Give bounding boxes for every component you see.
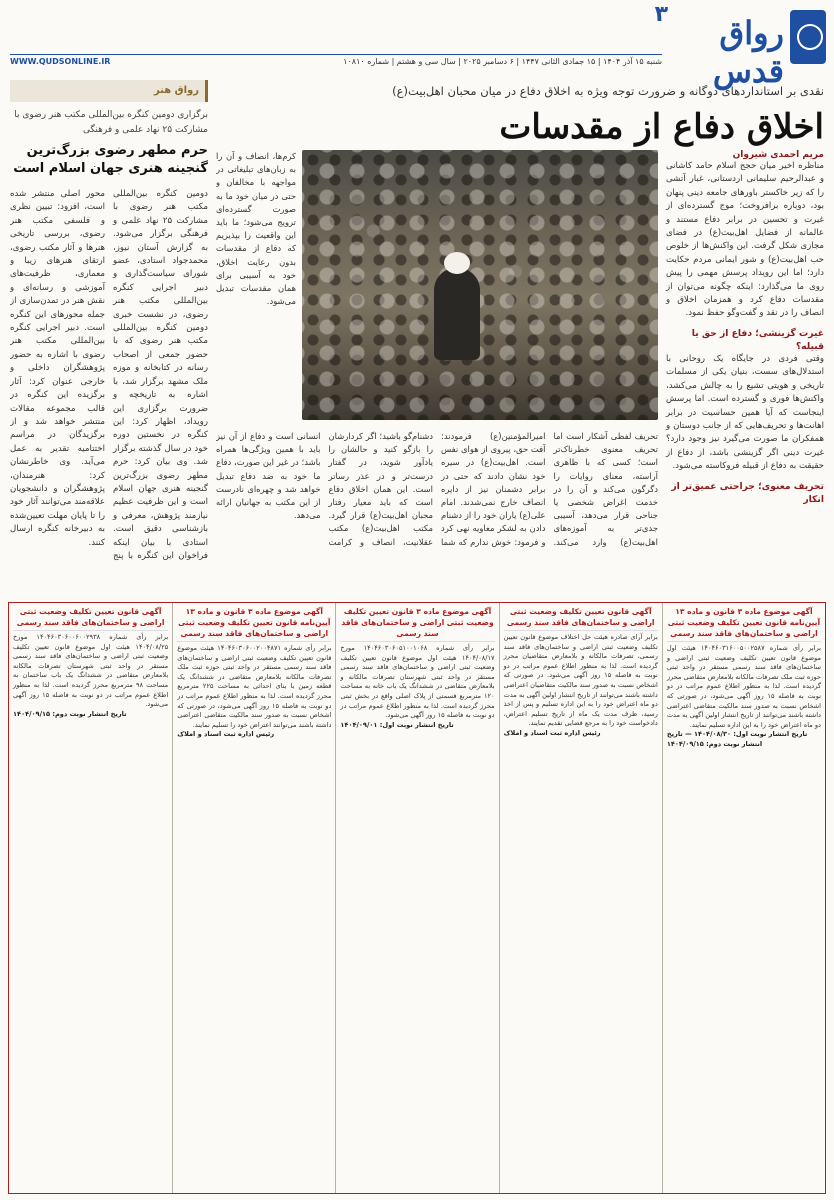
subhead-1: غیرت گزینشی؛ دفاع از حق یا قبیله؟ — [691, 327, 824, 352]
masthead — [0, 0, 834, 90]
notice-column — [9, 603, 172, 1193]
notice-body: برابر رأی شماره ۱۴۰۴۶۰۳۰۶۰۵۱۰۰۱۰۶۸ مورخ ۱۴۰۴/۰۸/۱۷ هیئت اول موضوع قانون تعیین تکلیف وضعیت ثبتی اراضی و ساختمان‌های فاقد سند رسمی مستقر در واحد ثبتی شهرستان تصرفات مالکانه و بلامعارض متقاضی در ششدانگ یک باب خانه به مساحت ۱۲۰ مترمربع قسمتی از پلاک اصلی واقع در بخش ثبتی محرز گردیده است. لذا به منظور اطلاع عموم مراتب در دو نوبت به فاصله ۱۵ روز آگهی می‌شود. — [340, 644, 495, 720]
byline: مریم احمدی شیروان — [732, 150, 824, 160]
notice-column — [172, 603, 335, 1193]
website-link[interactable]: WWW.QUDSONLINE.IR — [10, 57, 111, 66]
feature-body: تحریف لفظی آشکار است اما تحریف معنوی خطرناک‌تر است؛ کسی که با ظاهری آراسته، معنای روایات را دگرگون می‌کند و آن را در خدمت اغراض شخصی یا جناحی قرار می‌دهد، آسیبی جدی‌تر به آموزه‌های اهل‌بیت(ع) وارد می‌کند. امیرالمؤمنین(ع) فرمودند: آفت حق، پیروی از هوای نفس است. اهل‌بیت(ع) در سیره خود نشان دادند که حتی در برابر دشمنان نیز از دایره انصاف خارج نمی‌شدند. امام علی(ع) یاران خود را از دشنام دادن به لشکر معاویه نهی کرد و فرمود: خوش ندارم که شما دشنام‌گو باشید؛ اگر کردارشان را بازگو کنید و حالشان را یادآور شوید، در گفتار درست‌تر و در عذر رساتر است. این همان اخلاق دفاع است که باید معیار رفتار محبان اهل‌بیت(ع) قرار گیرد. مکتب اهل‌بیت(ع) مکتب عقلانیت، انصاف و کرامت انسانی است و دفاع از آن نیز باید با همین ویژگی‌ها همراه باشد؛ در غیر این صورت، دفاع ما خود به ضد دفاع تبدیل خواهد شد و چهره‌ای نادرست از این مکتب به جهانیان ارائه می‌دهد. — [216, 431, 658, 547]
feature-left-column: کرم‌ها، انصاف و آن را به زبان‌های تبلیغاتی در مواجهه با مخالفان و حتی در میان خود ما به صورت گسترده‌ای ترویج می‌شود؛ ما باید این واقعیت را بپذیریم که دفاع از مقدسات بدون رعایت اخلاق، خود به آسیبی برای همان مقدسات تبدیل می‌شود. — [216, 151, 296, 307]
feature-kicker: نقدی بر استانداردهای دوگانه و ضرورت توجه ویژه به اخلاق دفاع در میان محبان اهل‌بیت(ع) — [392, 84, 824, 98]
legal-notices — [8, 602, 826, 1194]
section-label: رواق هنر — [10, 80, 208, 102]
notice-sign: تاریخ انتشار نوبت اول: ۱۴۰۴/۰۹/۰۱ — [340, 720, 454, 729]
notice — [340, 606, 494, 730]
photo-crowd-highlight — [302, 150, 658, 420]
sidebar-article — [10, 80, 208, 592]
sidebar-kicker: برگزاری دومین کنگره بین‌المللی مکتب هنر رضوی با مشارکت ۲۵ نهاد علمی و فرهنگی — [14, 110, 208, 135]
notice-column — [335, 603, 498, 1193]
notice — [504, 606, 658, 739]
notice-title: آگهی قانون تعیین تکلیف وضعیت ثبتی اراضی و ساختمان‌های فاقد سند رسمی — [13, 606, 168, 631]
notice-sign: تاریخ انتشار نوبت دوم: ۱۴۰۴/۰۹/۱۵ — [13, 709, 127, 718]
notice-sign: تاریخ انتشار نوبت اول: ۱۴۰۴/۰۸/۳۰ — تاریخ انتشار نوبت دوم: ۱۴۰۴/۰۹/۱۵ — [666, 730, 808, 748]
notice-body: برابر رأی شماره ۱۴۰۴۶۰۳۱۶۰۰۵۰۰۲۵۸۷ هیئت اول موضوع قانون تعیین تکلیف وضعیت ثبتی اراضی و ساختمان‌های فاقد سند رسمی مستقر در واحد ثبتی حوزه ثبت ملک تصرفات مالکانه بلامعارض متقاضی محرز گردیده است. لذا به منظور اطلاع عموم مراتب در دو نوبت به فاصله ۱۵ روز آگهی می‌شود، در صورتی که اشخاص نسبت به صدور سند مالکیت متقاضی اعتراضی داشته باشند می‌توانند از تاریخ انتشار اولین آگهی به مدت دو ماه اعتراض خود را به این اداره تسلیم نمایند. — [666, 644, 821, 729]
logo-text: رواق قدس — [712, 14, 784, 90]
feature-headline: اخلاق دفاع از مقدسات — [499, 107, 824, 147]
notice — [667, 606, 821, 750]
page-number: ۳ — [654, 2, 668, 27]
feature-photo — [302, 150, 658, 420]
notice-title: آگهی موضوع ماده ۳ قانون و ماده ۱۳ آیین‌نامه قانون تعیین تکلیف وضعیت ثبتی اراضی و ساختمان‌های فاقد سند رسمی — [667, 606, 821, 642]
sidebar-title: حرم مطهر رضوی بزرگ‌ترین گنجینه هنری جهان اسلام است — [13, 143, 208, 176]
notice-body: برابر رأی شماره ۱۴۰۴۶۰۳۰۶۰۰۲۰۰۴۸۷۱ هیئت موضوع قانون تعیین تکلیف وضعیت ثبتی اراضی و ساختمان‌های فاقد سند رسمی مستقر در واحد ثبتی حوزه ثبت ملک تصرفات مالکانه بلامعارض متقاضی در ششدانگ یک قطعه زمین با بنای احداثی به مساحت ۲۲۵ مترمربع محرز گردیده است. لذا به منظور اطلاع عموم مراتب در دو نوبت به فاصله ۱۵ روز آگهی می‌شود، در صورتی که اشخاص نسبت به صدور سند مالکیت متقاضی اعتراضی داشته باشند می‌توانند اعتراض خود را تسلیم نمایند. — [177, 644, 332, 729]
lead-text-2: وقتی فردی در جایگاه یک روحانی با استدلال‌های سست، بنیان یکی از مسلمات تاریخی و هویتی تشیع را به چالش می‌کشد، واکنش‌ها فوری و گسترده است. اما پرسش اینجاست که آیا همین حساسیت در برابر اهانت‌ها و تحریف‌هایی که از جانب دوستان و همفکران ما صورت می‌گیرد نیز وجود دارد؟ غیرت دینی اگر گزینشی باشد، از دفاع از حقیقت به دفاع از قبیله فروکاسته می‌شود. — [666, 353, 824, 472]
subhead-2: تحریف معنوی؛ جراحتی عمیق‌تر از انکار — [671, 480, 824, 505]
lead-column — [666, 150, 824, 590]
notice-title: آگهی موضوع ماده ۳ قانون تعیین تکلیف وضعیت ثبتی اراضی و ساختمان‌های فاقد سند رسمی — [340, 606, 494, 642]
notice-sign: رئیس اداره ثبت اسناد و املاک — [177, 730, 275, 739]
notice — [13, 606, 168, 719]
lead-text: مناظره اخیر میان حجج اسلام حامد کاشانی و عبدالرحیم سلیمانی اردستانی، غبار آتشی را که زیر خاکستر باورهای جامعه دینی پنهان بود، دوباره برافروخت؛ موج گسترده‌ای از غیرت و تحسین در برابر دفاع مستند و عالمانه از فضایل اهل‌بیت(ع) در فضای مجازی شکل گرفت. این واکنش‌ها از خلوص حب اهل‌بیت(ع) و شور ایمانی مردم حکایت دارد؛ اما این رویداد پرسش مهمی را پیش روی ما می‌گذارد: اینکه چگونه می‌توان از مقدسات دفاع کرد و همزمان اخلاق و انصاف را در نقد و گفت‌وگو حفظ نمود. — [666, 161, 824, 319]
notice-body: برابر رأی شماره ۱۴۰۴۶۰۳۰۶۰۰۶۰۰۲۹۳۸ مورخ ۱۴۰۴/۰۸/۲۵ هیئت اول موضوع قانون تعیین تکلیف وضعیت ثبتی اراضی و ساختمان‌های فاقد سند رسمی مستقر در واحد ثبتی شهرستان تصرفات مالکانه بلامعارض متقاضی در ششدانگ یک باب ساختمان به مساحت ۹۸ مترمربع محرز گردیده است. لذا به منظور اطلاع عموم مراتب در دو نوبت به فاصله ۱۵ روز آگهی می‌شود. — [13, 633, 169, 709]
notice — [177, 606, 331, 740]
notice-body: برابر آرای صادره هیئت حل اختلاف موضوع قانون تعیین تکلیف وضعیت ثبتی اراضی و ساختمان‌های فاقد سند رسمی، تصرفات مالکانه و بلامعارض متقاضیان محرز گردیده است. لذا به منظور اطلاع عموم مراتب در دو نوبت به فاصله ۱۵ روز آگهی می‌شود. در صورتی که اشخاص نسبت به صدور سند مالکیت متقاضیان اعتراضی داشته باشند می‌توانند از تاریخ انتشار اولین آگهی به مدت دو ماه اعتراض خود را به این اداره تسلیم و پس از اخذ رسید، ظرف مدت یک ماه از تاریخ تسلیم اعتراض، دادخواست خود را به مرجع قضایی تقدیم نمایند. — [503, 633, 658, 728]
feature-article — [216, 80, 824, 592]
seal-icon — [790, 10, 826, 64]
notice-title: آگهی موضوع ماده ۳ قانون و ماده ۱۳ آیین‌نامه قانون تعیین تکلیف وضعیت ثبتی اراضی و ساختمان‌های فاقد سند رسمی — [177, 606, 331, 642]
issue-dates: شنبه ۱۵ آذر ۱۴۰۴ | ۱۵ جمادی الثانی ۱۴۴۷ | ۶ دسامبر ۲۰۲۵ | سال سی و هشتم | شماره ۱۰۸۱۰ — [343, 57, 662, 66]
sidebar-body: دومین کنگره بین‌المللی مکتب هنر رضوی با مشارکت ۲۵ نهاد علمی و فرهنگی برگزار می‌شود. به گزارش آستان نیوز، محمدجواد استادی، عضو شورای سیاست‌گذاری و دبیر اجرایی کنگره بین‌المللی مکتب هنر رضوی، در نشست خبری دومین کنگره بین‌المللی مکتب هنر رضوی که با حضور جمعی از اصحاب رسانه در کتابخانه و موزه ملک مشهد برگزار شد، با اشاره به تاریخچه و ضرورت برگزاری این رویداد، اظهار کرد: این کنگره در نخستین دوره خود در سال گذشته برگزار شد. وی بیان کرد: حرم مطهر رضوی بزرگ‌ترین گنجینه هنری جهان اسلام است و این ظرفیت عظیم نیازمند پژوهش، معرفی و بازشناسی دقیق است. استادی با بیان اینکه فراخوان این کنگره با پنج محور اصلی منتشر شده است، افزود: تبیین نظری و فلسفی مکتب هنر رضوی، بررسی تاریخی هنرها و آثار مکتب رضوی، ارتقای هنرهای زیبا و معماری، ظرفیت‌های آموزشی و رسانه‌ای و نقش هنر در تمدن‌سازی از جمله محورهای این کنگره است. دبیر اجرایی کنگره بین‌المللی مکتب هنر رضوی با اشاره به حضور پژوهشگران داخلی و خارجی عنوان کرد: آثار برگزیده این کنگره در قالب مجموعه مقالات منتشر خواهد شد و از برگزیدگان در مراسم اختتامیه تقدیر به عمل می‌آید. وی خاطرنشان کرد: هنرمندان، پژوهشگران و دانشجویان علاقه‌مند می‌توانند آثار خود را تا پایان مهلت تعیین‌شده به دبیرخانه کنگره ارسال کنند. — [10, 189, 208, 561]
notice-title: آگهی قانون تعیین تکلیف وضعیت ثبتی اراضی و ساختمان‌های فاقد سند رسمی — [504, 606, 658, 631]
notice-sign: رئیس اداره ثبت اسناد و املاک — [503, 728, 601, 737]
date-bar — [10, 54, 662, 68]
notice-column — [499, 603, 662, 1193]
newspaper-logo — [676, 8, 826, 90]
notice-column — [662, 603, 825, 1193]
photo-speaker-figure — [434, 268, 480, 360]
